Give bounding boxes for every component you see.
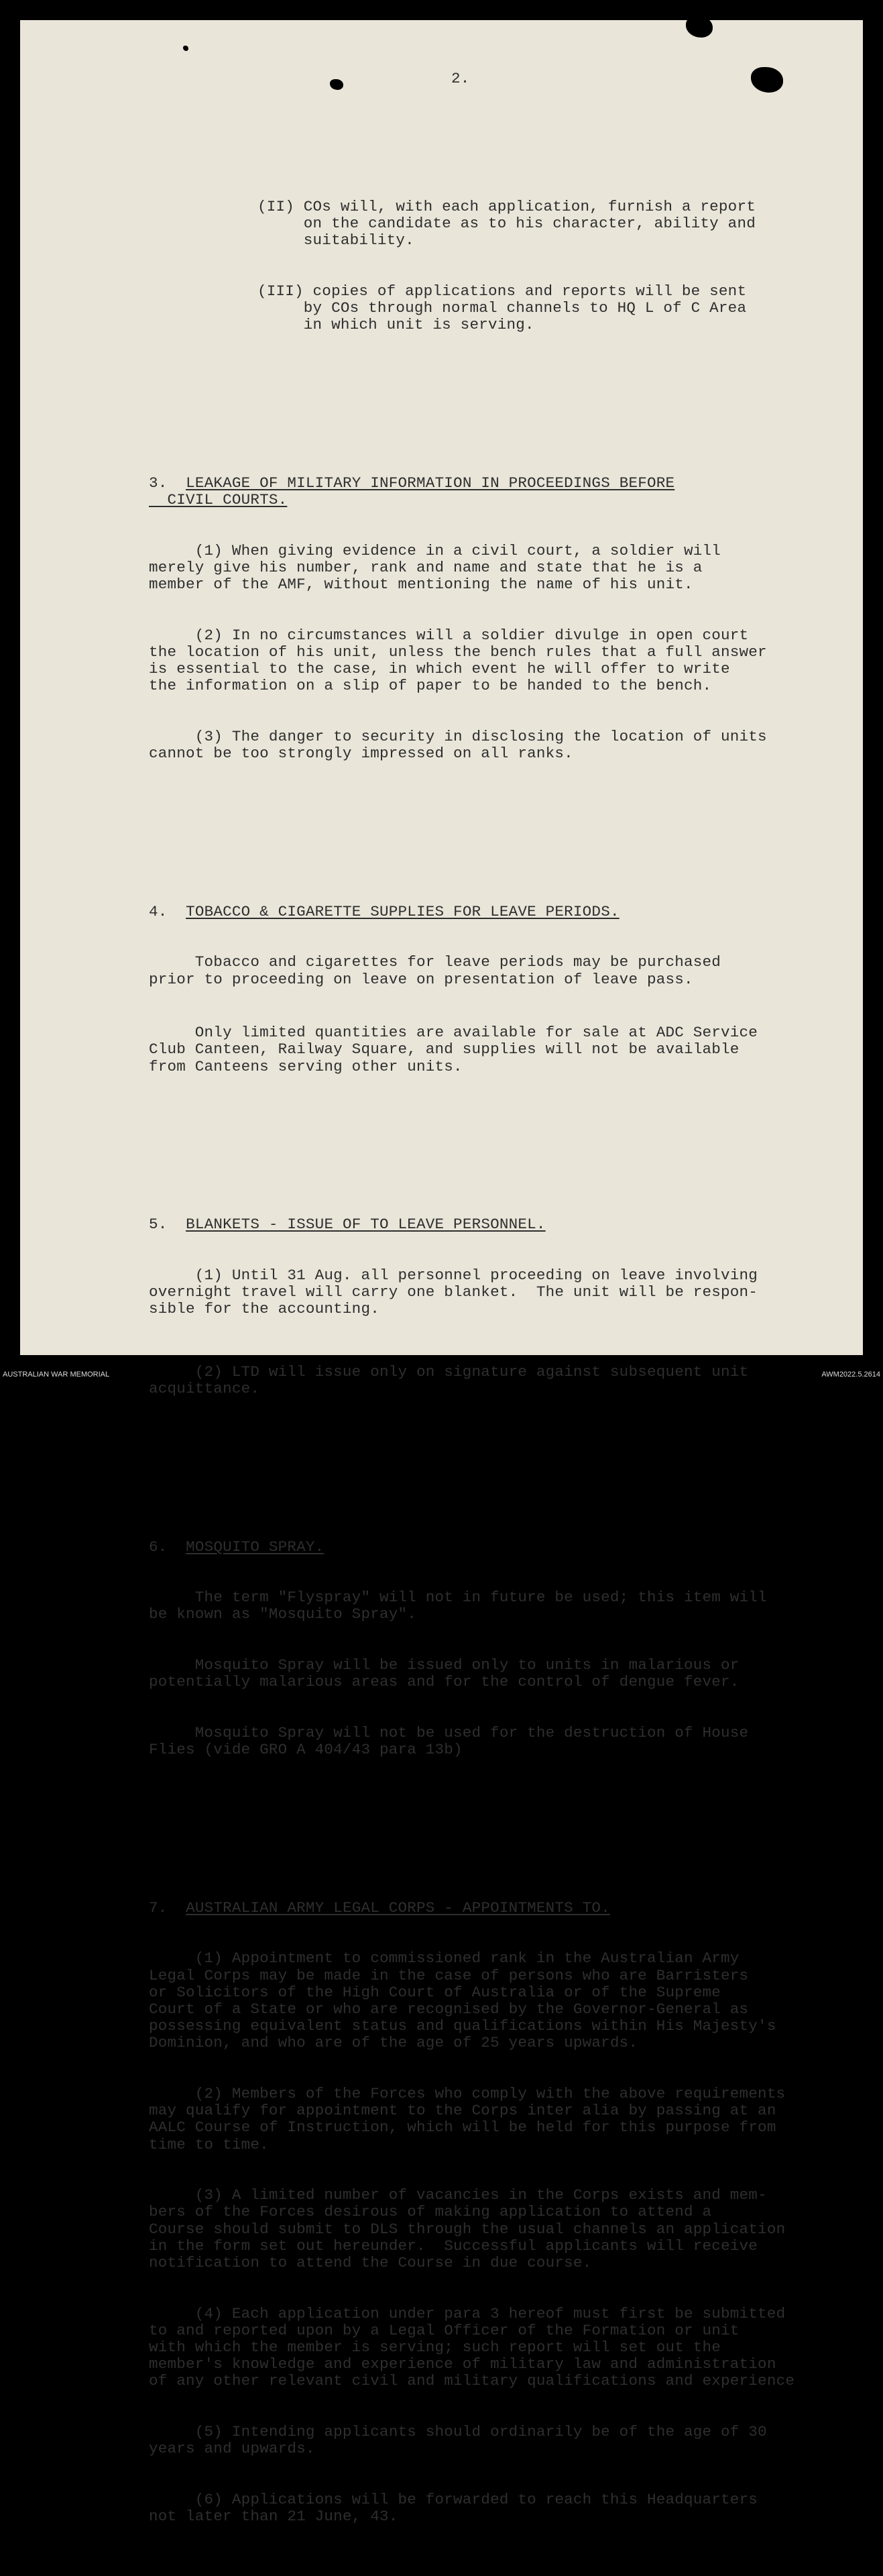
paragraph: Mosquito Spray will be issued only to units in malarious or potentially malarious areas and for the control of dengue fever.: [149, 1656, 740, 1691]
paragraph: Mosquito Spray will not be used for the destruction of House Flies (vide GRO A 404/43 para 13b): [149, 1723, 749, 1759]
paragraph: (5) Intending applicants should ordinarily be of the age of 30 years and upwards.: [149, 2423, 767, 2458]
tear-mark: [330, 79, 343, 90]
paragraph: Tobacco and cigarettes for leave periods may be purchased prior to proceeding on leave on presentation of leave pass.: [149, 953, 721, 988]
section-title: MOSQUITO SPRAY.: [186, 1538, 325, 1556]
paragraph: (3) A limited number of vacancies in the Corps exists and mem- bers of the Forces desirous of making application to attend a Course should submit to DLS through the usual channels an application in the form set out hereunder. Successful applicants will receive notification to attend the Course in due course.: [149, 2186, 786, 2271]
tear-mark: [183, 46, 188, 51]
section-number: 3.: [149, 474, 168, 492]
item-ii: (II) COs will, with each application, furnish a report on the candidate as to his character, ability and suitability.: [257, 197, 756, 250]
continued-items: [149, 164, 853, 367]
paragraph: (1) Appointment to commissioned rank in the Australian Army Legal Corps may be made in the case of persons who are Barristers or Solicitors of the High Court of Australia or of the Supreme Court of a State or who are recognised by the Governor-General as possessing equivalent status and qualifications within His Majesty's Dominion, and who are of the age of 25 years upwards.: [149, 1949, 776, 2052]
paragraph: The term "Flyspray" will not in future be used; this item will be known as "Mosquito Spray".: [149, 1589, 767, 1623]
section-5: [149, 1160, 853, 1432]
archive-credit: AUSTRALIAN WAR MEMORIAL: [3, 1371, 110, 1379]
section-3: [149, 418, 853, 796]
section-heading: [149, 475, 853, 508]
page-number: 2.: [451, 70, 470, 87]
section-number: 5.: [149, 1216, 168, 1234]
section-number: 4.: [149, 902, 168, 920]
section-heading: [149, 1900, 853, 1917]
section-number: 6.: [149, 1538, 168, 1556]
paragraph: (2) Members of the Forces who comply with the above requirements may qualify for appointment to the Corps inter alia by passing at an AALC Course of Instruction, which will be held for this purpose from time to time.: [149, 2084, 786, 2153]
paragraph: (6) Applications will be forwarded to reach this Headquarters not later than 21 June, 43.: [149, 2490, 758, 2526]
section-heading: [149, 1539, 853, 1556]
section-title: AUSTRALIAN ARMY LEGAL CORPS - APPOINTMENTS TO.: [186, 1898, 610, 1917]
paragraph: (3) The danger to security in disclosing the location of units cannot be too strongly impressed on all ranks.: [149, 727, 767, 763]
document-body: [149, 131, 853, 2576]
paragraph: (2) In no circumstances will a soldier divulge in open court the location of his unit, unless the bench rules that a full answer is essential to the case, in which event he will offer to write the information on a slip of paper to be handed to the bench.: [149, 626, 767, 695]
paragraph: (2) LTD will issue only on signature against subsequent unit acquittance.: [149, 1362, 749, 1398]
section-6: [149, 1482, 853, 1792]
section-title: BLANKETS - ISSUE OF TO LEAVE PERSONNEL.: [186, 1216, 546, 1234]
section-heading: [149, 904, 853, 920]
tear-mark: [686, 20, 713, 38]
paragraph: (4) Each application under para 3 hereof must first be submitted to and reported upon by a Legal Officer of the Formation or unit with which the member is serving; such report will set out the member's knowledge and experience of military law and administration of any other relevant civil and military qualifications and experience: [149, 2304, 795, 2390]
section-4: [149, 847, 853, 1109]
section-heading: [149, 1216, 853, 1233]
section-title: TOBACCO & CIGARETTE SUPPLIES FOR LEAVE PERIODS.: [186, 902, 620, 920]
archive-reference: AWM2022.5.2614: [821, 1371, 880, 1379]
section-7: [149, 1843, 853, 2559]
section-number: 7.: [149, 1898, 168, 1917]
section-title: LEAKAGE OF MILITARY INFORMATION IN PROCEEDINGS BEFORE CIVIL COURTS.: [167, 474, 675, 509]
item-iii: (III) copies of applications and reports will be sent by COs through normal channels to HQ L of C Area in which unit is serving.: [257, 282, 747, 334]
paragraph: (1) When giving evidence in a civil court, a soldier will merely give his number, rank and name and state that he is a member of the AMF, without mentioning the name of his unit.: [149, 541, 721, 594]
paragraph: Only limited quantities are available for sale at ADC Service Club Canteen, Railway Square, and supplies will not be available from Canteens serving other units.: [149, 1024, 758, 1075]
paragraph: (1) Until 31 Aug. all personnel proceeding on leave involving overnight travel will carry one blanket. The unit will be respon- sible for the accounting.: [149, 1266, 758, 1318]
